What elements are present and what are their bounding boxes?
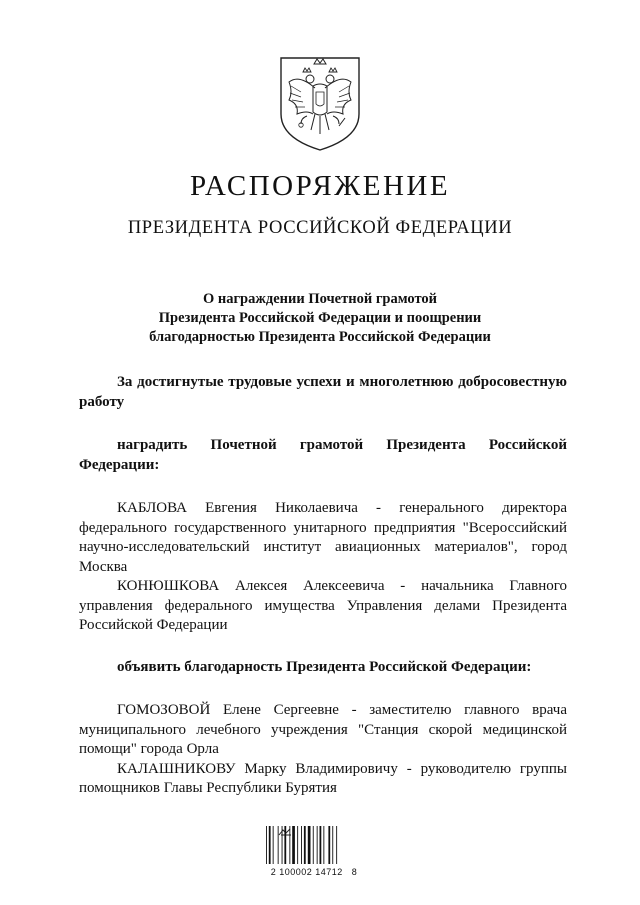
barcode — [264, 826, 364, 877]
document-body — [79, 373, 567, 799]
barcode-number: 2 100002 14712 8 — [270, 867, 358, 877]
awardee-paragraph: КОНЮШКОВА Алексея Алексеевича - начальника Главного управления федерального имущества Управления делами Президента Российской Федерации — [79, 578, 567, 633]
gratitude-paragraph: КАЛАШНИКОВУ Марку Владимировичу - руководителю группы помощников Главы Республики Бурятия — [79, 760, 567, 796]
gratitude-paragraph: ГОМОЗОВОЙ Елене Сергеевне - заместителю главного врача муниципального лечебного учреждения "Станция скорой медицинской помощи" города Орла — [79, 702, 567, 757]
document-title: РАСПОРЯЖЕНИЕ — [189, 170, 451, 202]
preamble-paragraph: За достигнутые трудовые успехи и многолетнюю добросовестную работу — [79, 374, 567, 410]
heading-line: О награждении Почетной грамотой — [202, 291, 438, 307]
heading-line: Президента Российской Федерации и поощрении — [158, 310, 482, 326]
barcode-bars — [264, 826, 364, 866]
gratitude-clause: объявить благодарность Президента Российской Федерации: — [117, 658, 532, 675]
awardee-paragraph: КАБЛОВА Евгения Николаевича - генерального директора федерального государственного унитарного предприятия "Всероссийский научно-исследовательский институт авиационных материалов", город Москва — [79, 500, 567, 575]
coat-of-arms-emblem — [277, 52, 363, 152]
heading-line: благодарностью Президента Российской Федерации — [149, 329, 491, 345]
document-heading — [0, 290, 640, 347]
award-clause: наградить Почетной грамотой Президента Российской Федерации: — [79, 437, 567, 473]
document-subtitle: ПРЕЗИДЕНТА РОССИЙСКОЙ ФЕДЕРАЦИИ — [127, 218, 513, 238]
